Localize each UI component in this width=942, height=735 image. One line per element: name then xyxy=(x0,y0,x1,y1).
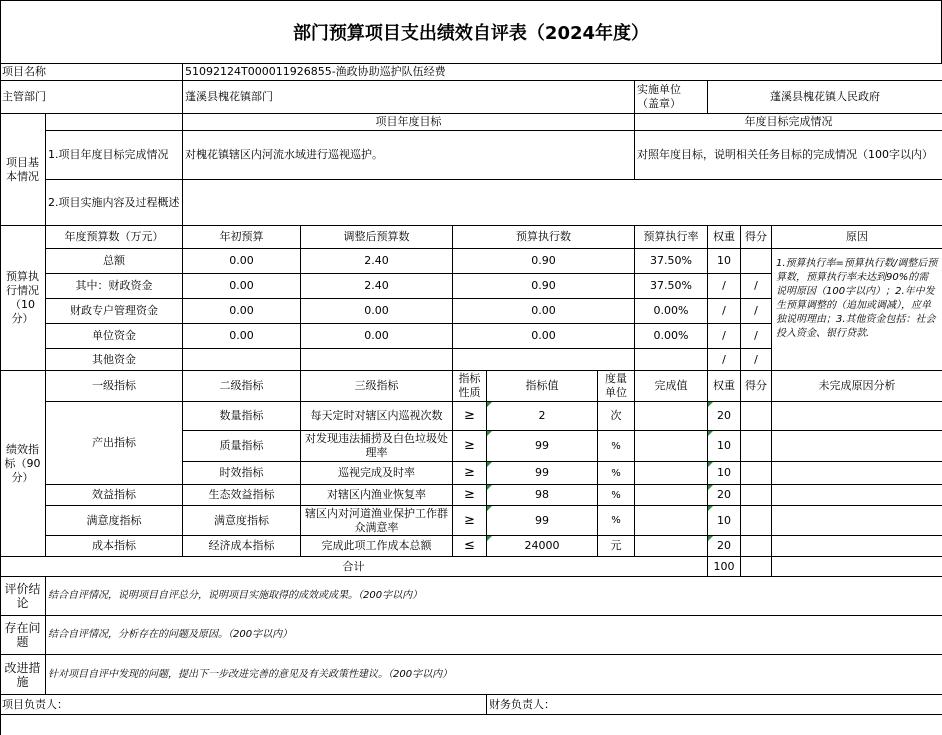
budget-row-adjusted[interactable]: 0.00 xyxy=(301,299,453,324)
row1-goal[interactable]: 对槐花镇辖区内河流水域进行巡视巡护。 xyxy=(183,131,635,180)
budget-row-score[interactable]: / xyxy=(741,274,772,299)
budget-row-initial[interactable] xyxy=(183,349,301,371)
budget-row-initial[interactable]: 0.00 xyxy=(183,274,301,299)
total-label: 合计 xyxy=(0,557,708,577)
perf-row-l2: 经济成本指标 xyxy=(183,536,301,557)
budget-row-weight[interactable]: / xyxy=(708,349,741,371)
budget-row-adjusted[interactable]: 2.40 xyxy=(301,274,453,299)
perf-row-weight[interactable]: 10 xyxy=(708,431,741,462)
finance-lead-label[interactable]: 财务负责人： xyxy=(487,695,942,715)
perf-row-l3: 完成此项工作成本总额 xyxy=(301,536,453,557)
perf-h-level2: 二级指标 xyxy=(183,371,301,402)
perf-row-done[interactable] xyxy=(635,485,708,506)
perf-row-reason[interactable] xyxy=(772,402,942,431)
perf-row-l3: 辖区内对河道渔业保护工作群众满意率 xyxy=(301,506,453,536)
measure-label: 改进措施 xyxy=(0,655,46,695)
impl-value[interactable]: 蓬溪县槐花镇人民政府 xyxy=(708,81,942,114)
row1-completion[interactable]: 对照年度目标，说明相关任务目标的完成情况（100字以内） xyxy=(635,131,942,180)
perf-row-done[interactable] xyxy=(635,402,708,431)
perf-row-unit: 元 xyxy=(598,536,635,557)
project-name-value[interactable]: 51092124T000011926855-渔政协助巡护队伍经费 xyxy=(183,63,942,81)
perf-row-score[interactable] xyxy=(741,402,772,431)
perf-row-value[interactable]: 2 xyxy=(487,402,598,431)
budget-row-initial[interactable]: 0.00 xyxy=(183,249,301,274)
budget-row-score[interactable]: / xyxy=(741,299,772,324)
measure-text[interactable]: 针对项目自评中发现的问题，提出下一步改进完善的意见及有关政策性建议。（200字以内） xyxy=(46,655,942,695)
budget-row-rate[interactable] xyxy=(635,349,708,371)
perf-row-unit: 次 xyxy=(598,402,635,431)
perf-row-weight[interactable]: 20 xyxy=(708,485,741,506)
budget-row-adjusted[interactable] xyxy=(301,349,453,371)
total-score[interactable] xyxy=(741,557,772,577)
budget-row-adjusted[interactable]: 0.00 xyxy=(301,324,453,349)
total-weight: 100 xyxy=(708,557,741,577)
row2-text[interactable] xyxy=(183,180,942,226)
budget-label: 预算执行情况（10分） xyxy=(0,226,46,371)
budget-h-initial: 年初预算 xyxy=(183,226,301,249)
budget-row-weight[interactable]: / xyxy=(708,274,741,299)
budget-row-name: 其他资金 xyxy=(46,349,183,371)
perf-row-value[interactable]: 98 xyxy=(487,485,598,506)
perf-row-op: ≤ xyxy=(453,536,487,557)
problem-label: 存在问题 xyxy=(0,616,46,655)
perf-row-score[interactable] xyxy=(741,506,772,536)
perf-h-score: 得分 xyxy=(741,371,772,402)
budget-row-name: 其中：财政资金 xyxy=(46,274,183,299)
level1-cost: 成本指标 xyxy=(46,536,183,557)
perf-row-weight[interactable]: 10 xyxy=(708,462,741,485)
budget-row-rate[interactable]: 37.50% xyxy=(635,274,708,299)
perf-row-score[interactable] xyxy=(741,462,772,485)
budget-row-name: 财政专户管理资金 xyxy=(46,299,183,324)
budget-h-weight: 权重 xyxy=(708,226,741,249)
perf-row-l2: 时效指标 xyxy=(183,462,301,485)
budget-h-reason: 原因 xyxy=(772,226,942,249)
perf-row-score[interactable] xyxy=(741,485,772,506)
problem-text[interactable]: 结合自评情况，分析存在的问题及原因。（200字以内） xyxy=(46,616,942,655)
budget-row-score[interactable]: / xyxy=(741,324,772,349)
perf-row-l3: 对辖区内渔业恢复率 xyxy=(301,485,453,506)
budget-row-score[interactable]: / xyxy=(741,349,772,371)
perf-h-value: 指标值 xyxy=(487,371,598,402)
project-name-label: 项目名称 xyxy=(0,63,183,81)
budget-h-score: 得分 xyxy=(741,226,772,249)
perf-row-reason[interactable] xyxy=(772,536,942,557)
perf-row-unit: % xyxy=(598,485,635,506)
sheet-title: 部门预算项目支出绩效自评表（2024年度） xyxy=(0,0,942,64)
budget-row-adjusted[interactable]: 2.40 xyxy=(301,249,453,274)
perf-h-level1: 一级指标 xyxy=(46,371,183,402)
budget-h-adjusted: 调整后预算数 xyxy=(301,226,453,249)
basic-corner-cell xyxy=(46,114,183,131)
budget-row-initial[interactable]: 0.00 xyxy=(183,299,301,324)
perf-row-done[interactable] xyxy=(635,462,708,485)
perf-row-value[interactable]: 99 xyxy=(487,431,598,462)
conclusion-label: 评价结论 xyxy=(0,577,46,616)
total-reason[interactable] xyxy=(772,557,942,577)
perf-row-weight[interactable]: 20 xyxy=(708,536,741,557)
project-lead-label[interactable]: 项目负责人： xyxy=(0,695,487,715)
perf-h-weight: 权重 xyxy=(708,371,741,402)
perf-row-l2: 质量指标 xyxy=(183,431,301,462)
perf-h-nature: 指标性质 xyxy=(453,371,487,402)
perf-row-reason[interactable] xyxy=(772,485,942,506)
impl-label: 实施单位 （盖章） xyxy=(635,81,708,114)
budget-row-weight[interactable]: / xyxy=(708,299,741,324)
budget-row-rate[interactable]: 0.00% xyxy=(635,299,708,324)
perf-row-op: ≥ xyxy=(453,462,487,485)
budget-row-weight[interactable]: 10 xyxy=(708,249,741,274)
budget-row-name: 总额 xyxy=(46,249,183,274)
conclusion-text[interactable]: 结合自评情况，说明项目自评总分，说明项目实施取得的成效或成果。（200字以内） xyxy=(46,577,942,616)
perf-h-unit: 度量单位 xyxy=(598,371,635,402)
perf-row-reason[interactable] xyxy=(772,431,942,462)
perf-row-done[interactable] xyxy=(635,431,708,462)
perf-row-reason[interactable] xyxy=(772,506,942,536)
perf-row-unit: % xyxy=(598,506,635,536)
budget-reason-note[interactable]: 1.预算执行率=预算执行数/调整后预算数，预算执行率未达到90%的需说明原因（100字以内）；2.年中发生预算调整的（追加或调减），应单独说明理由；3.其他资金包括：社会投入资金、银行贷款. xyxy=(772,249,942,371)
perf-row-unit: % xyxy=(598,431,635,462)
col-goal-completion: 年度目标完成情况 xyxy=(635,114,942,131)
budget-h-year: 年度预算数（万元） xyxy=(46,226,183,249)
level1-satisfaction: 满意度指标 xyxy=(46,506,183,536)
perf-row-l2: 生态效益指标 xyxy=(183,485,301,506)
row2-label: 2.项目实施内容及过程概述 xyxy=(46,180,183,226)
budget-row-rate[interactable]: 37.50% xyxy=(635,249,708,274)
row1-label: 1.项目年度目标完成情况 xyxy=(46,131,183,180)
budget-h-executed: 预算执行数 xyxy=(453,226,635,249)
budget-row-weight[interactable]: / xyxy=(708,324,741,349)
col-year-goal: 项目年度目标 xyxy=(183,114,635,131)
dept-label: 主管部门 xyxy=(0,81,183,114)
perf-row-value[interactable]: 99 xyxy=(487,506,598,536)
budget-row-rate[interactable]: 0.00% xyxy=(635,324,708,349)
perf-row-op: ≥ xyxy=(453,506,487,536)
budget-row-executed[interactable]: 0.00 xyxy=(453,299,635,324)
perf-row-unit: % xyxy=(598,462,635,485)
perf-row-l2: 满意度指标 xyxy=(183,506,301,536)
budget-row-initial[interactable]: 0.00 xyxy=(183,324,301,349)
perf-row-l2: 数量指标 xyxy=(183,402,301,431)
perf-row-l3: 对发现违法捕捞及白色垃圾处理率 xyxy=(301,431,453,462)
budget-row-name: 单位资金 xyxy=(46,324,183,349)
budget-row-executed[interactable]: 0.90 xyxy=(453,249,635,274)
budget-row-executed[interactable] xyxy=(453,349,635,371)
perf-row-score[interactable] xyxy=(741,536,772,557)
perf-row-done[interactable] xyxy=(635,506,708,536)
perf-row-l3: 巡视完成及时率 xyxy=(301,462,453,485)
budget-h-rate: 预算执行率 xyxy=(635,226,708,249)
perf-row-score[interactable] xyxy=(741,431,772,462)
level1-benefit: 效益指标 xyxy=(46,485,183,506)
perf-row-weight[interactable]: 10 xyxy=(708,506,741,536)
perf-label: 绩效指标（90分） xyxy=(0,371,46,557)
perf-row-op: ≥ xyxy=(453,485,487,506)
perf-h-reason: 未完成原因分析 xyxy=(772,371,942,402)
budget-row-score[interactable] xyxy=(741,249,772,274)
perf-row-done[interactable] xyxy=(635,536,708,557)
perf-row-op: ≥ xyxy=(453,402,487,431)
perf-h-done: 完成值 xyxy=(635,371,708,402)
perf-h-level3: 三级指标 xyxy=(301,371,453,402)
budget-row-executed[interactable]: 0.90 xyxy=(453,274,635,299)
perf-row-reason[interactable] xyxy=(772,462,942,485)
dept-value[interactable]: 蓬溪县槐花镇部门 xyxy=(183,81,635,114)
perf-row-weight[interactable]: 20 xyxy=(708,402,741,431)
level1-output: 产出指标 xyxy=(46,402,183,485)
budget-row-executed[interactable]: 0.00 xyxy=(453,324,635,349)
perf-row-l3: 每天定时对辖区内巡视次数 xyxy=(301,402,453,431)
perf-row-value[interactable]: 24000 xyxy=(487,536,598,557)
perf-row-value[interactable]: 99 xyxy=(487,462,598,485)
basic-info-label: 项目基本情况 xyxy=(0,114,46,226)
perf-row-op: ≥ xyxy=(453,431,487,462)
